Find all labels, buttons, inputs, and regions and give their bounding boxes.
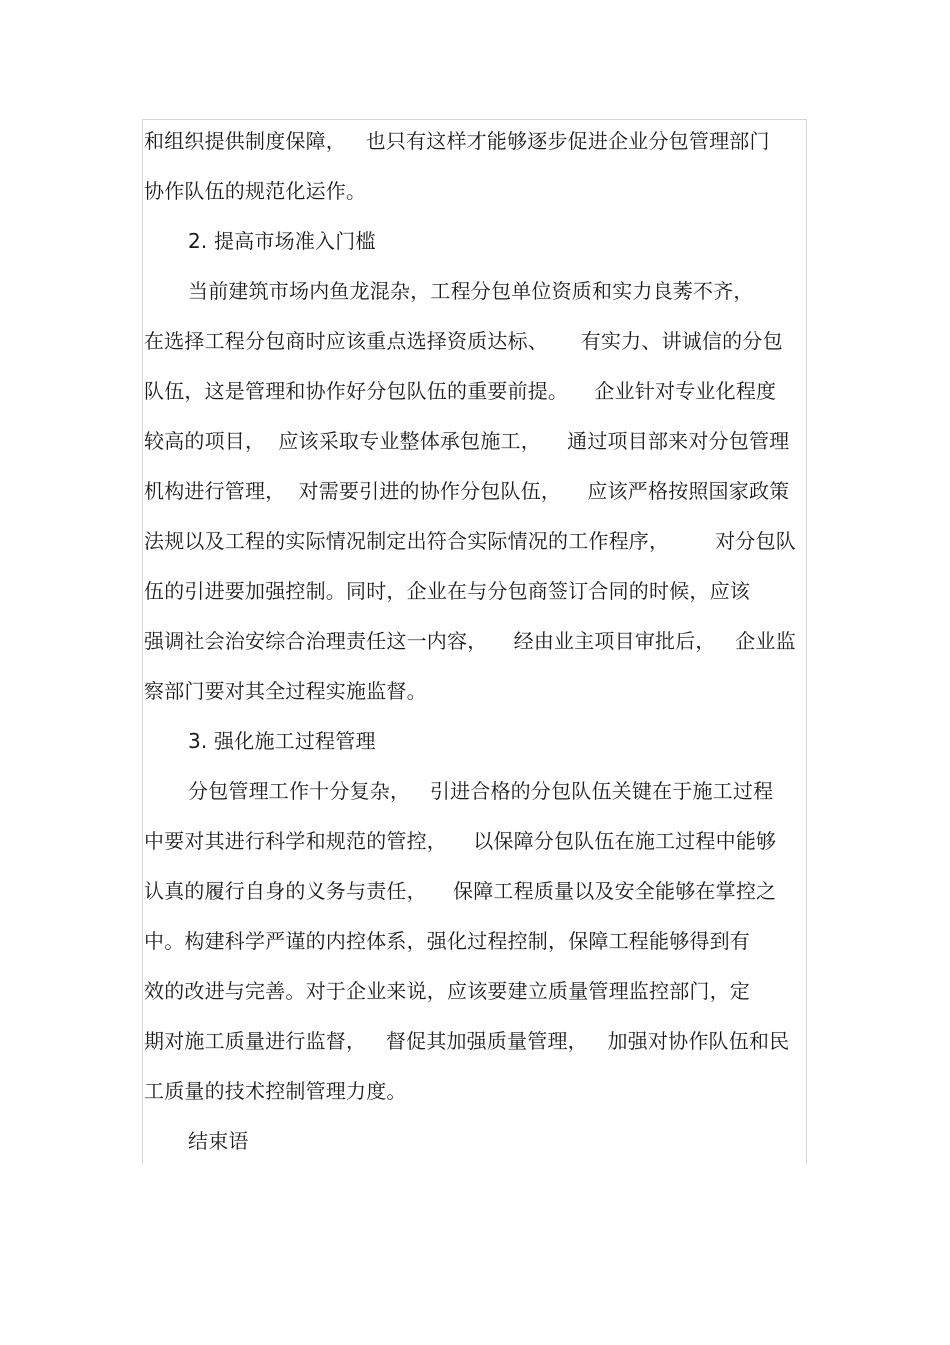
text-line-1: 和组织提供制度保障， 也只有这样才能够逐步促进企业分包管理部门 [144,129,770,153]
text-line-4: 当前建筑市场内鱼龙混杂，工程分包单位资质和实力良莠不齐， [188,279,754,303]
text-line-19: 期对施工质量进行监督， 督促其加强质量管理， 加强对协作队伍和民 [144,1029,790,1053]
conclusion-heading: 结束语 [188,1129,249,1153]
text-line-8: 机构进行管理， 对需要引进的协作分包队伍， 应该严格按照国家政策 [144,479,790,503]
text-line-16: 认真的履行自身的义务与责任， 保障工程质量以及安全能够在掌控之 [144,879,777,903]
text-line-7: 较高的项目， 应该采取专业整体承包施工， 通过项目部来对分包管理 [144,429,790,453]
text-line-6: 队伍，这是管理和协作好分包队伍的重要前提。 企业针对专业化程度 [144,379,777,403]
text-line-2: 协作队伍的规范化运作。 [144,179,367,203]
text-line-10: 伍的引进要加强控制。同时，企业在与分包商签订合同的时候，应该 [144,579,750,603]
text-line-20: 工质量的技术控制管理力度。 [144,1079,407,1103]
text-line-14: 分包管理工作十分复杂， 引进合格的分包队伍关键在于施工过程 [188,779,774,803]
text-line-15: 中要对其进行科学和规范的管控， 以保障分包队伍在施工过程中能够 [144,829,777,853]
section-heading-2: 2. 提高市场准入门槛 [188,229,376,253]
text-line-11: 强调社会治安综合治理责任这一内容， 经由业主项目审批后， 企业监 [144,629,796,653]
text-line-17: 中。构建科学严谨的内控体系，强化过程控制，保障工程能够得到有 [144,929,750,953]
text-line-18: 效的改进与完善。对于企业来说，应该要建立质量管理监控部门，定 [144,979,750,1003]
section-heading-3: 3. 强化施工过程管理 [188,729,376,753]
text-line-9: 法规以及工程的实际情况制定出符合实际情况的工作程序， 对分包队 [144,529,796,553]
text-line-5: 在选择工程分包商时应该重点选择资质达标、 有实力、讲诚信的分包 [144,329,783,353]
text-line-12: 察部门要对其全过程实施监督。 [144,679,427,703]
